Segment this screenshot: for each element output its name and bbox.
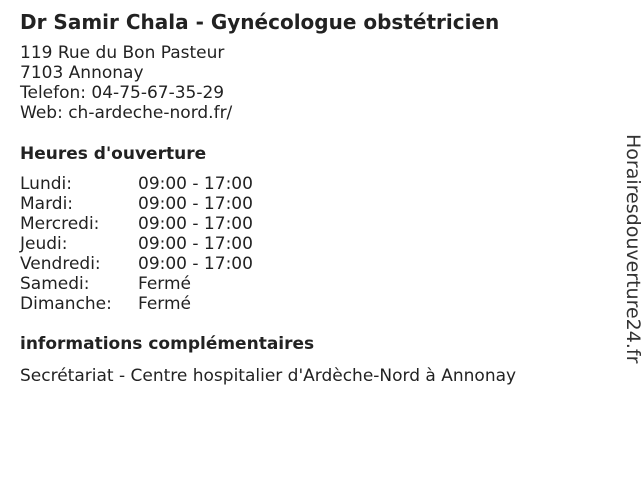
- city-address: 7103 Annonay: [20, 63, 144, 83]
- phone-number: Telefon: 04-75-67-35-29: [20, 83, 225, 103]
- hours-day: Samedi:: [20, 274, 90, 294]
- info-heading: informations complémentaires: [20, 334, 315, 354]
- hours-time: 09:00 - 17:00: [138, 194, 253, 214]
- business-listing: [20, 9, 600, 386]
- hours-time: Fermé: [138, 294, 192, 314]
- hours-day: Mardi:: [20, 194, 74, 214]
- street-address: 119 Rue du Bon Pasteur: [20, 43, 225, 63]
- hours-day: Lundi:: [20, 174, 72, 194]
- address-block: [20, 43, 600, 123]
- hours-row-dimanche: [20, 294, 600, 314]
- hours-time: 09:00 - 17:00: [138, 174, 253, 194]
- hours-row-jeudi: [20, 234, 600, 254]
- hours-time: 09:00 - 17:00: [138, 234, 253, 254]
- hours-day: Vendredi:: [20, 254, 101, 274]
- hours-day: Mercredi:: [20, 214, 100, 234]
- hours-row-mercredi: [20, 214, 600, 234]
- site-watermark: Horairesdouverture24.fr: [622, 134, 644, 364]
- info-text: Secrétariat - Centre hospitalier d'Ardèche-Nord à Annonay: [20, 366, 517, 386]
- website-link[interactable]: Web: ch-ardeche-nord.fr/: [20, 103, 233, 123]
- hours-day: Jeudi:: [20, 234, 68, 254]
- hours-heading: Heures d'ouverture: [20, 144, 207, 164]
- hours-time: 09:00 - 17:00: [138, 214, 253, 234]
- hours-day: Dimanche:: [20, 294, 112, 314]
- hours-time: 09:00 - 17:00: [138, 254, 253, 274]
- hours-row-samedi: [20, 274, 600, 294]
- hours-row-vendredi: [20, 254, 600, 274]
- page-title: Dr Samir Chala - Gynécologue obstétricien: [20, 10, 500, 34]
- hours-row-lundi: [20, 174, 600, 194]
- hours-time: Fermé: [138, 274, 192, 294]
- hours-row-mardi: [20, 194, 600, 214]
- hours-table: [20, 174, 600, 314]
